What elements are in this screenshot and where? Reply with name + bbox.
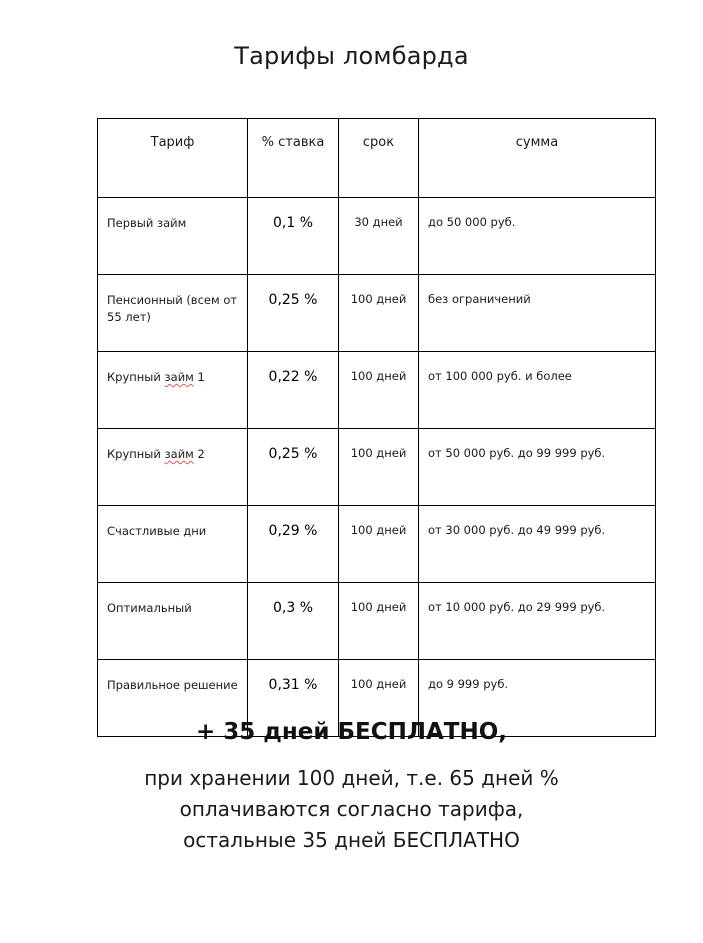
cell-tariff-name: Крупный займ 1	[98, 352, 248, 429]
cell-sum: от 10 000 руб. до 29 999 руб.	[419, 583, 656, 660]
cell-rate: 0,22 %	[248, 352, 339, 429]
column-header-name: Тариф	[98, 119, 248, 198]
promo-line: при хранении 100 дней, т.е. 65 дней %	[144, 765, 559, 790]
table-row	[98, 429, 656, 506]
cell-rate: 0,29 %	[248, 506, 339, 583]
cell-tariff-name: Оптимальный	[98, 583, 248, 660]
column-header-rate: % ставка	[248, 119, 339, 198]
cell-sum: от 50 000 руб. до 99 999 руб.	[419, 429, 656, 506]
cell-tariff-name: Пенсионный (всем от 55 лет)	[98, 275, 248, 352]
table-row	[98, 352, 656, 429]
table-row	[98, 506, 656, 583]
cell-rate: 0,1 %	[248, 198, 339, 275]
cell-term: 100 дней	[339, 429, 419, 506]
table-header-row	[98, 119, 656, 198]
table-row	[98, 275, 656, 352]
cell-sum: без ограничений	[419, 275, 656, 352]
cell-tariff-name: Первый займ	[98, 198, 248, 275]
cell-tariff-name: Крупный займ 2	[98, 429, 248, 506]
table-row	[98, 583, 656, 660]
cell-term: 100 дней	[339, 352, 419, 429]
table-body	[98, 198, 656, 737]
cell-term: 100 дней	[339, 275, 419, 352]
cell-term: 100 дней	[339, 583, 419, 660]
column-header-sum: сумма	[419, 119, 656, 198]
spellcheck-underlined-word: займ	[164, 370, 194, 384]
promo-line: остальные 35 дней БЕСПЛАТНО	[183, 827, 520, 852]
cell-sum: от 30 000 руб. до 49 999 руб.	[419, 506, 656, 583]
table-header	[98, 119, 656, 198]
table-row	[98, 198, 656, 275]
cell-sum: до 9 999 руб.	[419, 660, 656, 737]
promo-line: оплачиваются согласно тарифа,	[179, 796, 524, 821]
cell-sum: до 50 000 руб.	[419, 198, 656, 275]
cell-tariff-name: Счастливые дни	[98, 506, 248, 583]
cell-term: 100 дней	[339, 660, 419, 737]
cell-term: 30 дней	[339, 198, 419, 275]
cell-rate: 0,3 %	[248, 583, 339, 660]
column-header-term: срок	[339, 119, 419, 198]
promo-headline: + 35 дней БЕСПЛАТНО,	[196, 719, 507, 745]
promo-block	[0, 718, 703, 856]
tariff-table	[97, 118, 656, 737]
spellcheck-underlined-word: займ	[164, 447, 194, 461]
cell-rate: 0,25 %	[248, 275, 339, 352]
cell-tariff-name: Правильное решение	[98, 660, 248, 737]
cell-rate: 0,31 %	[248, 660, 339, 737]
cell-sum: от 100 000 руб. и более	[419, 352, 656, 429]
cell-rate: 0,25 %	[248, 429, 339, 506]
page-title: Тарифы ломбарда	[234, 42, 469, 70]
cell-term: 100 дней	[339, 506, 419, 583]
